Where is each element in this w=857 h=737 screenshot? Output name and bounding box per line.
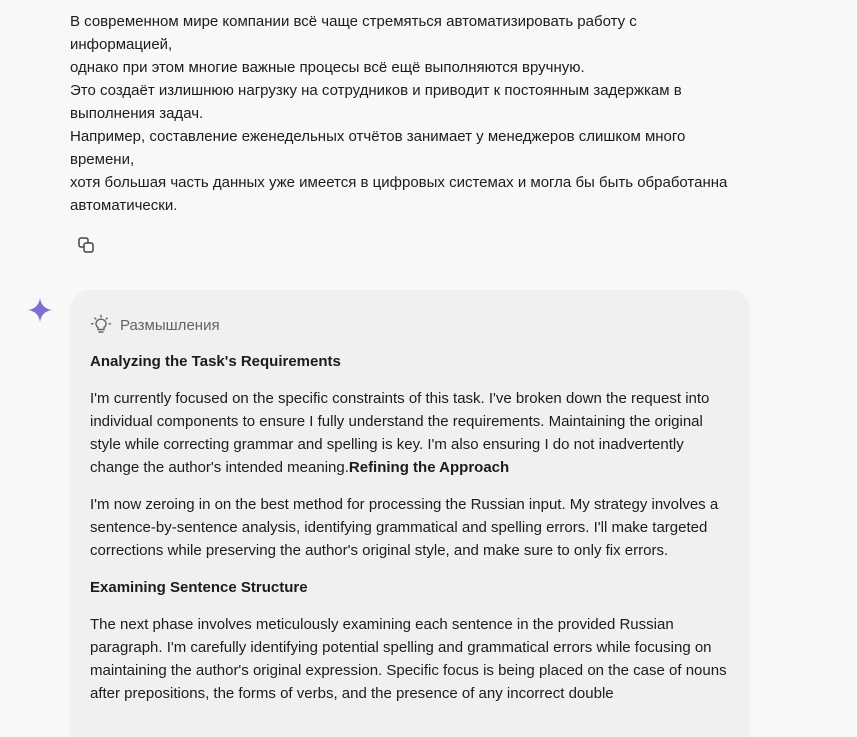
thinking-paragraph: I'm now zeroing in on the best method for processing the Russian input. My strategy involves a sentence-by-sentence analysis, identifying grammatical and spelling errors. I'll make targeted corrections while preserving the author's original style, and make sure to only fix errors. [90,496,719,559]
user-message-line: Например, составление еженедельных отчётов занимает у менеджеров слишком много времени, [70,128,686,168]
thinking-paragraph: The next phase involves meticulously examining each sentence in the provided Russian paragraph. I'm carefully identifying potential spelling and grammatical errors while focusing on maintaining the author's original expression. Specific focus is being placed on the case of nouns after prepositions, the forms of verbs, and the presence of any incorrect double [90,616,727,702]
thinking-toggle[interactable] [90,312,730,338]
thinking-panel [70,290,750,737]
inline-section-title: Refining the Approach [348,459,510,476]
user-message-line: Это создаёт излишнюю нагрузку на сотрудников и приводит к постоянным задержкам в выполнения задач. [70,82,682,122]
section-title: Analyzing the Task's Requirements [90,353,341,370]
thinking-paragraph [90,387,730,479]
user-message-line: хотя большая часть данных уже имеется в цифровых системах и могла бы быть обработанна автоматически. [70,174,728,214]
user-message-line: однако при этом многие важные процесы всё ещё выполняются вручную. [70,59,585,76]
copy-icon [77,236,95,254]
thinking-label: Размышления [120,316,220,334]
lightbulb-icon [90,314,112,336]
paragraph-text: I'm currently focused on the specific constraints of this task. I've broken down the request into individual components to ensure I fully understand the requirements. Maintaining the original style while correcting grammar and spelling is key. I'm also ensuring I do not inadvertently change the author's intended meaning. [90,390,710,476]
user-message-line: В современном мире компании всё чаще стремяться автоматизировать работу с информацией, [70,13,637,53]
section-title: Examining Sentence Structure [90,579,308,596]
copy-button[interactable] [74,233,98,257]
user-message [70,10,740,217]
sparkle-icon [26,296,54,324]
